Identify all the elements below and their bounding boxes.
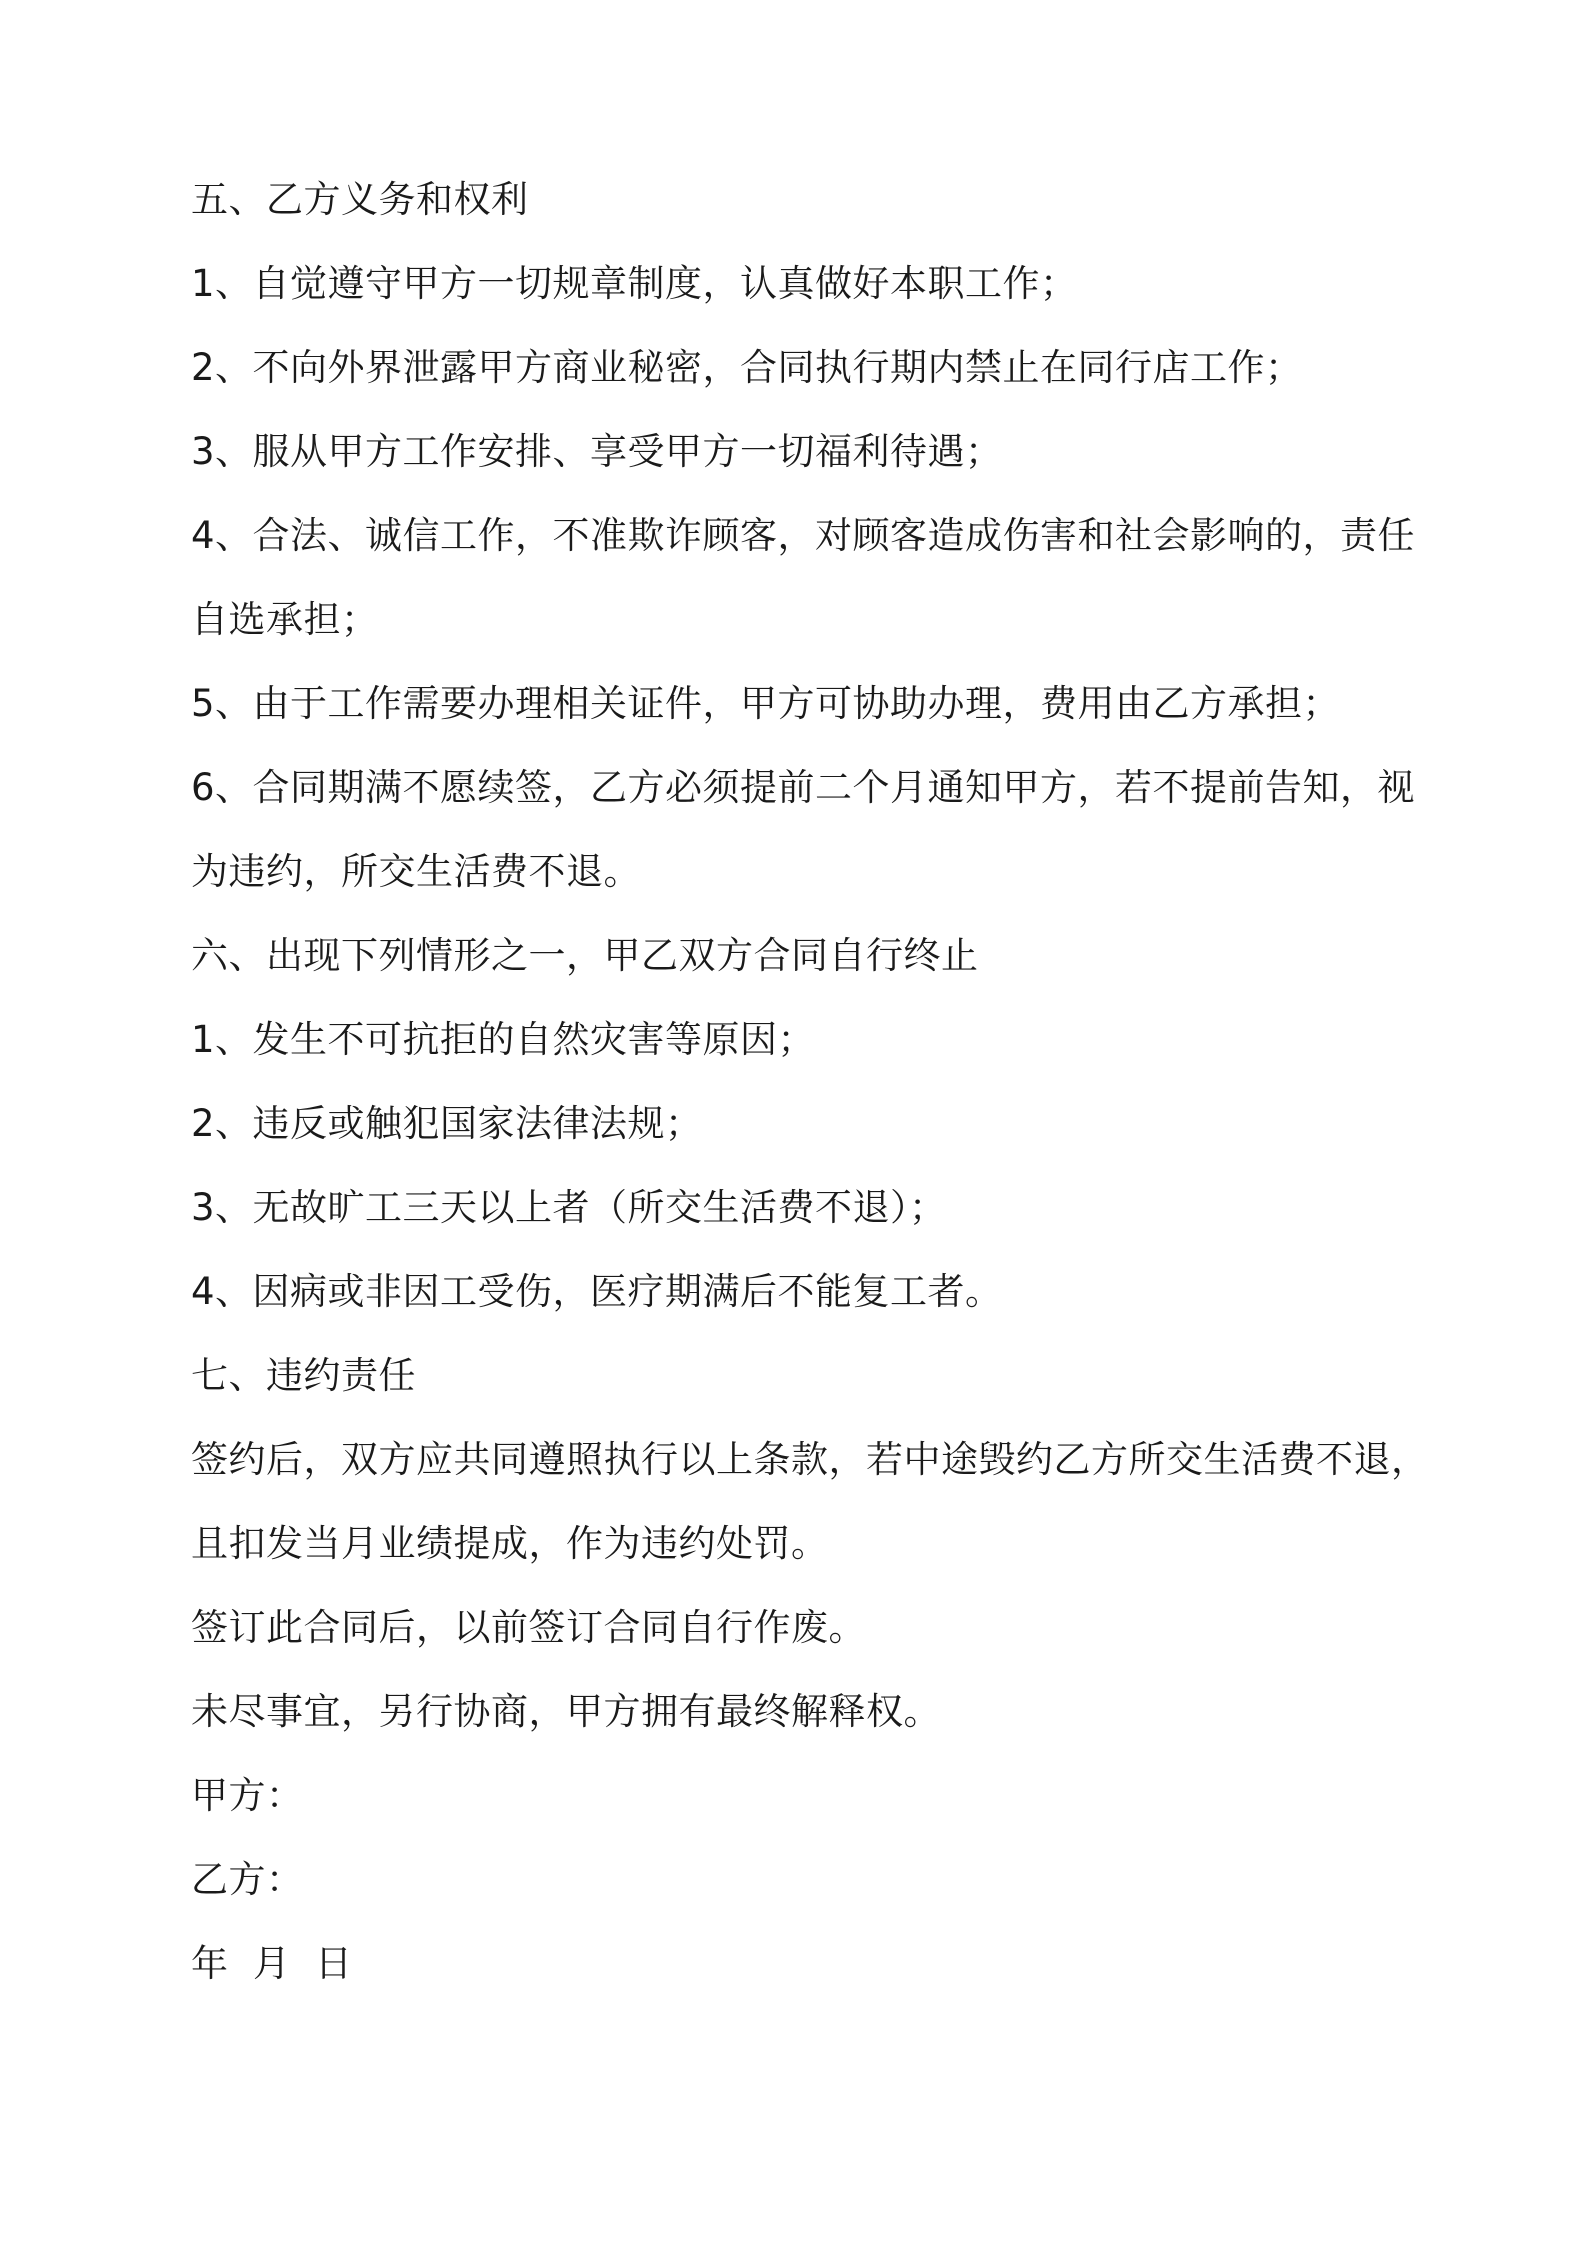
- party-a-signature-label: 甲方：: [191, 1774, 304, 1817]
- clause-5-4-cont: 自选承担；: [191, 598, 379, 641]
- breach-paragraph: 签约后，双方应共同遵照执行以上条款，若中途毁约乙方所交生活费不退，: [191, 1438, 1429, 1481]
- clause-5-4: 4、合法、诚信工作，不准欺诈顾客，对顾客造成伤害和社会影响的，责任: [191, 514, 1416, 557]
- clause-5-5: 5、由于工作需要办理相关证件，甲方可协助办理，费用由乙方承担；: [191, 682, 1341, 725]
- document-body: [191, 158, 1429, 2006]
- clause-6-1: 1、发生不可抗拒的自然灾害等原因；: [191, 1018, 816, 1061]
- section-heading-6: 六、出现下列情形之一，甲乙双方合同自行终止: [191, 934, 979, 977]
- interpretation-paragraph: 未尽事宜，另行协商，甲方拥有最终解释权。: [191, 1690, 941, 1733]
- breach-paragraph-cont: 且扣发当月业绩提成，作为违约处罚。: [191, 1522, 829, 1565]
- date-line: 年 月 日: [191, 1942, 353, 1985]
- section-heading-5: 五、乙方义务和权利: [191, 178, 529, 221]
- clause-5-6-cont: 为违约，所交生活费不退。: [191, 850, 641, 893]
- clause-5-6: 6、合同期满不愿续签，乙方必须提前二个月通知甲方，若不提前告知，视: [191, 766, 1416, 809]
- clause-5-3: 3、服从甲方工作安排、享受甲方一切福利待遇；: [191, 430, 1003, 473]
- supersede-paragraph: 签订此合同后，以前签订合同自行作废。: [191, 1606, 866, 1649]
- clause-6-3: 3、无故旷工三天以上者（所交生活费不退）；: [191, 1186, 947, 1229]
- clause-5-1: 1、自觉遵守甲方一切规章制度，认真做好本职工作；: [191, 262, 1078, 305]
- party-b-signature-label: 乙方：: [191, 1858, 304, 1901]
- clause-5-2: 2、不向外界泄露甲方商业秘密，合同执行期内禁止在同行店工作；: [191, 346, 1303, 389]
- clause-6-4: 4、因病或非因工受伤，医疗期满后不能复工者。: [191, 1270, 1003, 1313]
- clause-6-2: 2、违反或触犯国家法律法规；: [191, 1102, 703, 1145]
- section-heading-7: 七、违约责任: [191, 1354, 416, 1397]
